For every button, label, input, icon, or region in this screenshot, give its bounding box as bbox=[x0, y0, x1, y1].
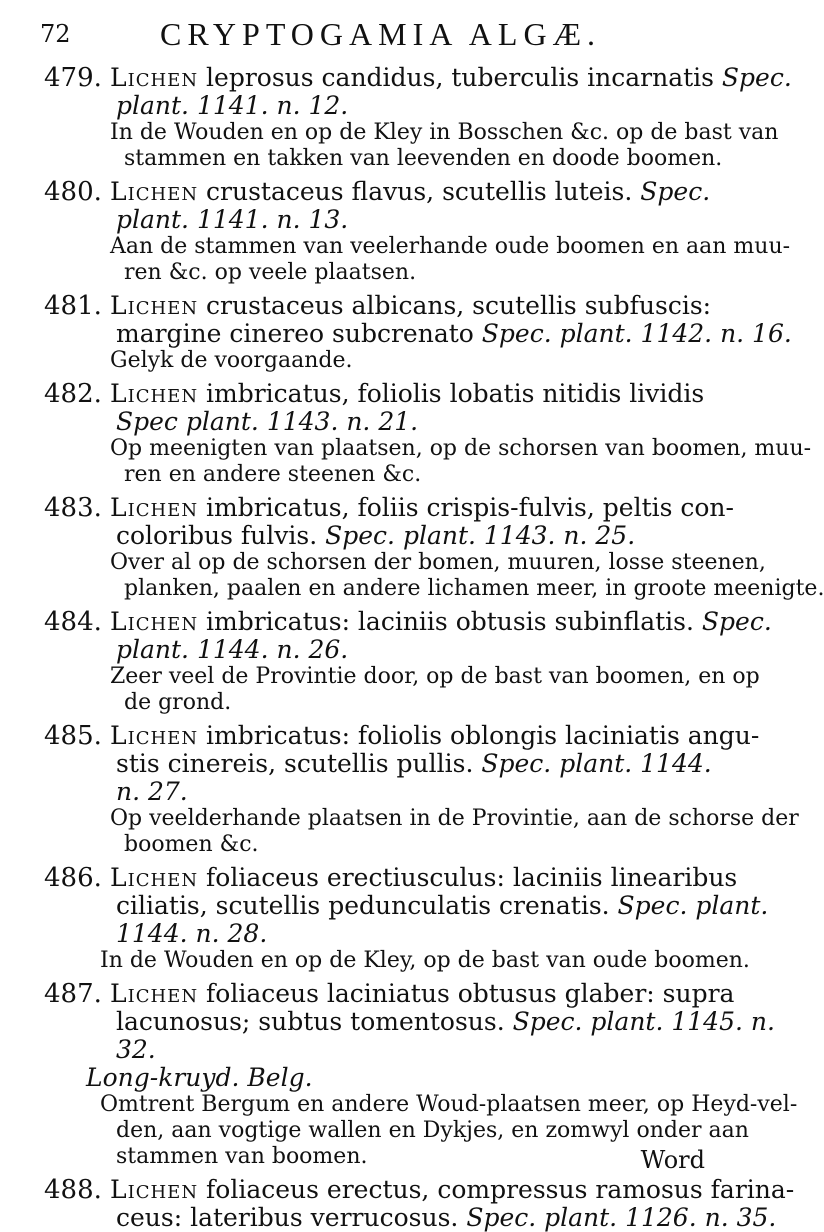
entry-number: 487. bbox=[44, 979, 102, 1009]
entry-habitat: Aan de stammen van veelerhande oude boomen en aan muu- bbox=[110, 234, 791, 259]
entry-reference: Spec. bbox=[640, 177, 711, 206]
entry-description: imbricatus, foliis crispis-fulvis, peltis con- bbox=[206, 493, 734, 522]
entry-description-cont: 1144. n. 28. bbox=[116, 919, 268, 948]
entry-genus: Lichen bbox=[110, 863, 199, 892]
entry-description-cont: stis cinereis, scutellis pullis. bbox=[116, 749, 474, 778]
entry-reference: Spec plant. 1143. n. 21. bbox=[116, 407, 419, 436]
entry-488 bbox=[0, 1175, 795, 1232]
entry-genus: Lichen bbox=[110, 721, 199, 750]
entry-habitat: Omtrent Bergum en andere Woud-plaatsen meer, op Heyd-vel- bbox=[100, 1092, 798, 1117]
entry-number: 482. bbox=[44, 379, 102, 409]
entry-description-cont: coloribus fulvis. bbox=[116, 521, 318, 550]
entry-description-cont: lacunosus; subtus tomentosus. bbox=[116, 1007, 505, 1036]
entry-habitat-cont: ren en andere steenen &c. bbox=[124, 462, 422, 487]
entry-genus: Lichen bbox=[110, 379, 199, 408]
entries-list bbox=[0, 63, 824, 1232]
entry-480 bbox=[0, 177, 791, 286]
entry-habitat-cont: stammen van boomen. bbox=[116, 1144, 368, 1169]
entry-genus: Lichen bbox=[110, 177, 199, 206]
entry-habitat: In de Wouden en op de Kley in Bosschen &c. op de bast van bbox=[110, 120, 779, 145]
entry-reference: Spec. plant. 1126. n. 35. bbox=[466, 1203, 777, 1232]
entry-484 bbox=[0, 607, 772, 716]
entry-habitat: Gelyk de voorgaande. bbox=[110, 348, 353, 373]
entry-genus: Lichen bbox=[110, 979, 199, 1008]
entry-485 bbox=[0, 721, 799, 858]
entry-habitat-cont: de grond. bbox=[124, 690, 232, 715]
entry-habitat-cont: planken, paalen en andere lichamen meer, in groote meenigte. bbox=[124, 576, 824, 601]
entry-number: 479. bbox=[44, 63, 102, 93]
entry-description-cont: plant. 1141. n. 13. bbox=[116, 205, 349, 234]
entry-description: crustaceus flavus, scutellis luteis. bbox=[206, 177, 633, 206]
entry-description: imbricatus, foliolis lobatis nitidis lividis bbox=[206, 379, 705, 408]
entry-481 bbox=[0, 291, 792, 374]
entry-number: 488. bbox=[44, 1175, 102, 1205]
entry-description-cont: plant. 1141. n. 12. bbox=[116, 91, 349, 120]
entry-reference: Spec. plant. 1145. n. bbox=[512, 1007, 775, 1036]
entry-482 bbox=[0, 379, 812, 488]
entry-reference: Spec. plant. 1144. bbox=[481, 749, 712, 778]
entry-description-cont: ceus: lateribus verrucosus. bbox=[116, 1203, 459, 1232]
entry-habitat: Over al op de schorsen der bomen, muuren, losse steenen, bbox=[110, 550, 766, 575]
entry-reference: Spec. plant. 1143. n. 25. bbox=[325, 521, 636, 550]
entry-description-cont: ciliatis, scutellis pedunculatis crenatis. bbox=[116, 891, 610, 920]
entry-habitat-cont: boomen &c. bbox=[124, 832, 259, 857]
entry-reference: Spec. bbox=[701, 607, 772, 636]
entry-habitat: Op veelderhande plaatsen in de Provintie, aan de schorse der bbox=[110, 806, 799, 831]
entry-description: leprosus candidus, tuberculis incarnatis bbox=[206, 63, 714, 92]
entry-genus: Lichen bbox=[110, 63, 199, 92]
entry-genus: Lichen bbox=[110, 1175, 199, 1204]
entry-habitat: Op meenigten van plaatsen, op de schorsen van boomen, muu- bbox=[110, 436, 812, 461]
entry-486 bbox=[0, 863, 769, 974]
entry-483 bbox=[0, 493, 824, 602]
entry-description: foliaceus laciniatus obtusus glaber: supra bbox=[206, 979, 735, 1008]
entry-description: imbricatus: laciniis obtusis subinflatis. bbox=[206, 607, 694, 636]
entry-habitat-cont: stammen en takken van leevenden en doode boomen. bbox=[124, 146, 723, 171]
entry-habitat-cont: den, aan vogtige wallen en Dykjes, en zomwyl onder aan bbox=[116, 1118, 749, 1143]
entry-reference: Spec. bbox=[721, 63, 792, 92]
entry-genus: Lichen bbox=[110, 493, 199, 522]
entry-description-cont: n. 27. bbox=[116, 777, 188, 806]
entry-genus: Lichen bbox=[110, 291, 199, 320]
entry-habitat: Zeer veel de Provintie door, op de bast van boomen, en op bbox=[110, 664, 760, 689]
entry-description: imbricatus: foliolis oblongis laciniatis angu- bbox=[206, 721, 760, 750]
entry-description-cont: plant. 1144. n. 26. bbox=[116, 635, 349, 664]
entry-reference: Spec. plant. bbox=[617, 891, 769, 920]
entry-479 bbox=[0, 63, 792, 172]
vernacular-name: Long-kruyd. Belg. bbox=[86, 1063, 313, 1092]
entry-description: foliaceus erectus, compressus ramosus farina- bbox=[206, 1175, 795, 1204]
entry-487 bbox=[0, 979, 798, 1170]
entry-description-cont: margine cinereo subcrenato bbox=[116, 319, 474, 348]
page-title: CRYPTOGAMIA ALGÆ. bbox=[159, 16, 602, 52]
entry-description: crustaceus albicans, scutellis subfuscis: bbox=[206, 291, 712, 320]
entry-reference: Spec. plant. 1142. n. 16. bbox=[481, 319, 792, 348]
entry-number: 485. bbox=[44, 721, 102, 751]
catchword: Word bbox=[640, 1146, 705, 1174]
page-header bbox=[0, 14, 761, 54]
entry-number: 484. bbox=[44, 607, 102, 637]
entry-genus: Lichen bbox=[110, 607, 199, 636]
entry-number: 480. bbox=[44, 177, 102, 207]
entry-habitat-cont: ren &c. op veele plaatsen. bbox=[124, 260, 417, 285]
entry-number: 481. bbox=[44, 291, 102, 321]
entry-description: foliaceus erectiusculus: laciniis linearibus bbox=[206, 863, 738, 892]
page-number: 72 bbox=[40, 20, 71, 48]
entry-description-cont: 32. bbox=[116, 1035, 156, 1064]
entry-number: 483. bbox=[44, 493, 102, 523]
entry-habitat: In de Wouden en op de Kley, op de bast van oude boomen. bbox=[100, 948, 750, 973]
entry-number: 486. bbox=[44, 863, 102, 893]
